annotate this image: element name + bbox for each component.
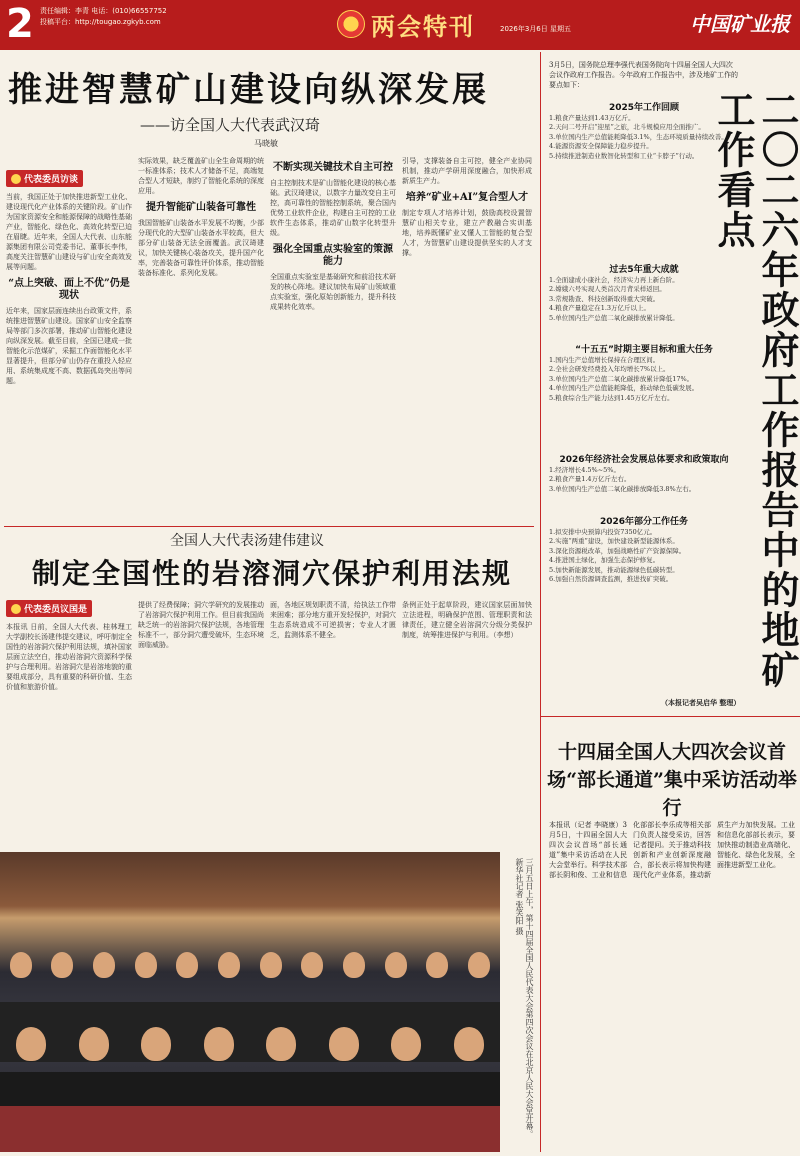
section-title-5: 2026年部分工作任务	[599, 517, 689, 527]
section-title-2: 过去5年重大成就	[609, 265, 679, 275]
section-divider	[4, 526, 534, 527]
article1-byline: 马晓敏	[254, 139, 278, 148]
article2-column-4: 条例正处于起草阶段，建议国家层面加快立法进程，明确保护范围、管理职责和法律责任，建立健全岩溶洞穴分级分类保护制度，统筹推进保护与利用。（李想）	[402, 601, 532, 639]
article2-column-3: 面，各地区规划职责不清，给执法工作带来困难；部分地方重开发轻保护，对洞穴生态系统造成不可逆损害；专业人才匮乏，监测体系不健全。	[270, 601, 396, 639]
article1-subheadline: ——访全国人大代表武汉琦	[140, 116, 321, 134]
vertical-headline: 二〇二六年政府工作报告中的地矿工作看点	[711, 90, 800, 690]
emblem-icon	[11, 604, 21, 614]
compiler-note: （本报记者吴启华 整理）	[661, 699, 741, 707]
section-title: 两会特刊	[371, 11, 475, 41]
section-banner	[318, 6, 494, 42]
article1-column-4: 引导，支撑装备自主可控，健全产业协同机制，推动产学研用深度融合，加快形成新质生产力。 培养“矿业+AI”复合型人才 制定专项人才培养计划，鼓励高校设置智慧矿山相关专业，建立产教融合实训基地，培养既懂矿业又懂人工智能的复合型人才，为智慧矿山建设提供坚实的人才支撑。	[402, 157, 532, 257]
section-title-1: 2025年工作回顾	[608, 103, 680, 113]
photo-caption: 三月五日上午，第十四届全国人民代表大会第四次会议在北京人民大会堂开幕。新华社记者 张笑阳 摄	[515, 858, 534, 1138]
national-emblem-icon	[337, 10, 365, 38]
article2-tag: 代表委员议国是	[6, 600, 92, 617]
newspaper-logo: 中国矿业报	[690, 12, 790, 36]
emblem-icon	[11, 174, 21, 184]
section-list-2: 1.全面建成小康社会，经济实力再上新台阶。 2.嫦娥六号实现人类首次月背采样返回。 3.常规勘查、科技创新取得重大突破。 4.粮食产量稳定在1.3万亿斤以上。 5.单位国内生产总值二氧化碳排放累计降低。	[549, 276, 679, 322]
article2-column-2: 提供了经费保障；洞穴学研究的发展推动了岩溶洞穴保护利用工作。但目前我国尚缺乏统一的岩溶洞穴保护法规，各地管理标准不一，部分洞穴遭受破坏，生态环境面临威胁。	[138, 601, 264, 649]
main-column	[0, 52, 540, 1152]
dateline: 2026年3月6日 星期五	[500, 25, 571, 33]
news-photo	[0, 852, 500, 1152]
article1-column-2: 实际效果，缺乏覆盖矿山全生命周期的统一标准体系；技术人才储备不足，高端复合型人才短缺，制约了智能化系统的深度应用。 提升智能矿山装备可靠性 我国智能矿山装备水平发展不均衡，少部分现代化的大型矿山装备水平较高，但大部分矿山装备无法全面覆盖。武汉琦建议，加快关键核心装备攻关，提升国产化率，完善装备可靠性评价体系，推动智能装备标准化、系列化发展。	[138, 157, 264, 277]
masthead	[0, 0, 800, 50]
section-list-4: 1.经济增长4.5%~5%。 2.粮食产量1.4万亿斤左右。 3.单位国内生产总值二氧化碳排放降低3.8%左右。	[549, 466, 696, 493]
article3-headline: 十四届全国人大四次会议首场“部长通道”集中采访活动举行	[547, 741, 797, 819]
article1-column-1: 当前，我国正处于加快推进新型工业化、建设现代化产业体系的关键阶段。矿山作为国家资源安全和能源保障的战略性基础产业，智能化、绿色化、高效化转型已迫在眉睫。近年来，全国人大代表、山东能源集团有限公司党委书记、董事长李伟，高度关注智慧矿山建设与矿山安全高效发展等问题。 “点上突破、面上不优”仍是现状 近年来，国家层面连续出台政策文件，系统推进智慧矿山建设。国家矿山安全监察局等部门多次部署，推动矿山智能化建设向纵深发展。截至目前，全国已建成一批智能化示范煤矿，采掘工作面智能化水平显著提升，但部分矿山仍存在重投入轻应用、系统集成度不高、数据孤岛突出等问题。	[6, 193, 132, 385]
article2-kicker: 全国人大代表汤建伟建议	[170, 533, 324, 549]
section-title-3: “十五五”时期主要目标和重大任务	[575, 345, 713, 355]
right-divider	[541, 716, 800, 717]
report-intro: 3月5日，国务院总理李强代表国务院向十四届全国人大四次会议作政府工作报告。今年政府工作报告中，涉及地矿工作的要点如下：	[549, 61, 738, 89]
page-number: 2	[6, 1, 34, 47]
article1-tag: 代表委员访谈	[6, 170, 83, 187]
editor-info: 责任编辑：李青 电话：(010)66557752 投稿平台：http://tougao.zgkyb.com	[40, 7, 167, 26]
section-list-1: 1.粮食产量达到1.43万亿斤。 2.天问二号开启“迎星”之旅，北斗规模应用全面推广。 3.单位国内生产总值能耗降低3.1%，生态环境质量持续改善。 4.能源资源安全保障能力稳步提升。 5.持续推进制造业数智化转型和工业“卡脖子”行动。	[549, 114, 728, 160]
article2-headline: 制定全国性的岩溶洞穴保护利用法规	[31, 557, 512, 590]
article3-body: 本报讯（记者 李晓康）3月5日，十四届全国人大四次会议首场“部长通道”集中采访活动在人民大会堂举行。科学技术部部长阴和俊、工业和信息化部部长李乐成等相关部门负责人接受采访，回答记者提问。关于推动科技创新和产业创新深度融合，部长表示将加快构建现代化产业体系，推动新质生产力加快发展。工业和信息化部部长表示，要加快推动制造业高端化、智能化、绿色化发展，全面推进新型工业化。	[549, 821, 795, 879]
section-title-4: 2026年经济社会发展总体要求和政策取向	[559, 455, 729, 465]
right-column	[540, 52, 800, 1152]
section-list-3: 1.国内生产总值增长保持在合理区间。 2.全社会研发经费投入年均增长7%以上。 3.单位国内生产总值二氧化碳排放累计降低17%。 4.单位国内生产总值能耗降低，推动绿色低碳发展。 5.粮食综合生产能力达到1.45万亿斤左右。	[549, 356, 699, 402]
article2-column-1: 本报讯 日前，全国人大代表、桂林理工大学副校长汤建伟提交建议，呼吁制定全国性的岩溶洞穴保护利用法规，填补国家层面立法空白，推动岩溶洞穴资源科学保护与合理利用。岩溶洞穴是岩溶地貌的重要组成部分，具有重要的科研价值、生态价值和旅游价值。	[6, 623, 132, 691]
article1-column-3: 不断实现关键技术自主可控 自主控制技术是矿山智能化建设的核心基础。武汉琦建议，以数字力量改变自主可控，高可靠性的智能控制系统，聚合国内优势工业软件企业，构建自主可控的工业软件生态体系，推动矿山数字化转型升级。 强化全国重点实验室的策源能力 全国重点实验室是基础研究和前沿技术研发的核心阵地。建议加快布局矿山领域重点实验室，强化原始创新能力，提升科技成果转化效率。	[270, 162, 396, 311]
section-list-5: 1.拟安排中央预算内投资7350亿元。 2.实施“两重”建设，加快建设新型能源体系。 3.深化资源税改革，加强战略性矿产资源保障。 4.推进国土绿化，加强生态保护修复。 5.加快新能源发展，推动能源绿色低碳转型。 6.加强自然资源调查监测，推进找矿突破。	[549, 528, 686, 584]
article1-headline: 推进智慧矿山建设向纵深发展	[8, 70, 489, 110]
